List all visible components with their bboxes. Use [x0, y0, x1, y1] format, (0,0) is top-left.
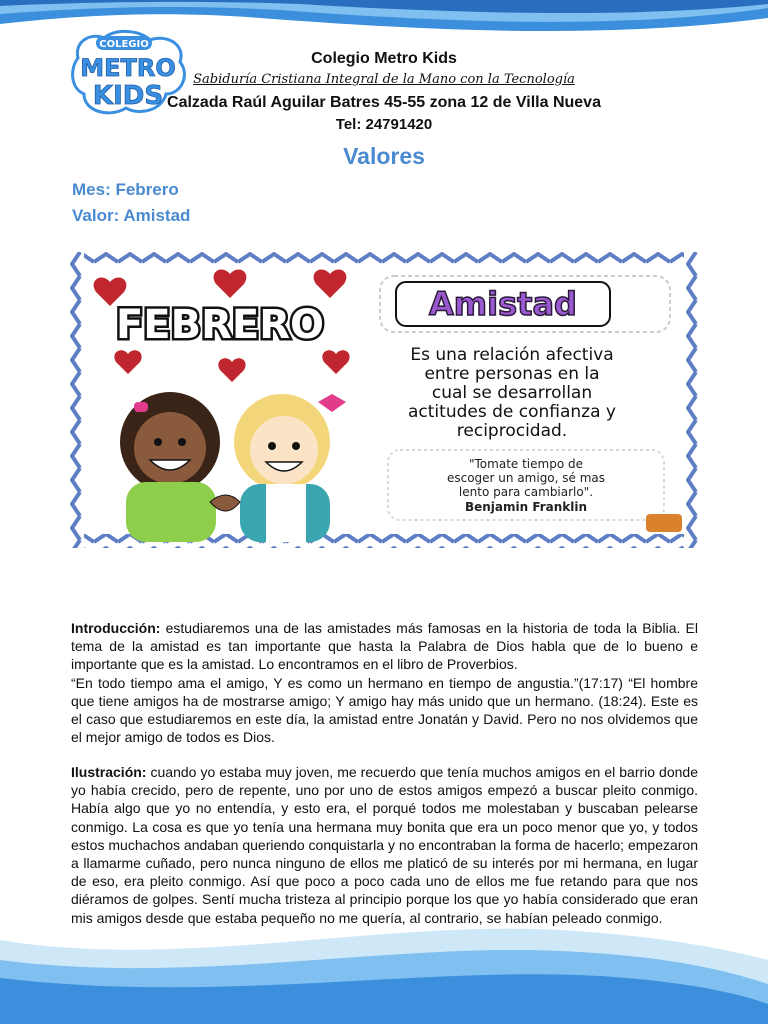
month-label: Mes: Febrero — [72, 180, 179, 199]
page-title: Valores — [343, 143, 425, 169]
quote-line: escoger un amigo, sé mas — [446, 471, 606, 485]
introduction-section — [71, 619, 698, 746]
value-label: Valor: Amistad — [72, 206, 191, 225]
amistad-banner-image — [70, 252, 698, 548]
school-phone: Tel: 24791420 — [335, 116, 433, 133]
quote-line: lento para cambiarlo". — [458, 485, 594, 499]
definition-line: Es una relación afectiva — [410, 345, 614, 365]
quote-line: "Tomate tiempo de — [469, 457, 583, 471]
badge-icon — [646, 514, 682, 532]
introduction-label: Introducción: — [71, 620, 161, 636]
logo-text-mid: METRO — [80, 54, 176, 82]
bottom-wave-decoration — [0, 900, 768, 1024]
school-address: Calzada Raúl Aguilar Batres 45-55 zona 12 de Villa Nueva — [167, 94, 601, 111]
school-motto: Sabiduría Cristiana Integral de la Mano con la Tecnología — [193, 72, 575, 87]
logo-text-top: COLEGIO — [99, 39, 149, 50]
banner-month: FEBRERO — [115, 302, 325, 348]
definition-line: cual se desarrollan — [431, 383, 593, 403]
introduction-text: estudiaremos una de las amistades más famosas en la historia de toda la Biblia. El tema de la amistad es tan importante que hasta la Palabra de Dios habla que de lo bueno e importante que es la amistad. Lo encontramos en el libro de Proverbios. — [71, 620, 698, 673]
school-name: Colegio Metro Kids — [311, 50, 457, 67]
logo-text-bottom: KIDS — [92, 81, 164, 111]
definition-line: actitudes de confianza y — [408, 402, 616, 422]
banner-heading: Amistad — [429, 285, 577, 323]
illustration-label: Ilustración: — [71, 764, 147, 780]
definition-line: reciprocidad. — [456, 421, 568, 441]
quote-author: Benjamin Franklin — [464, 500, 588, 514]
definition-line: entre personas en la — [424, 364, 600, 384]
introduction-quote: “En todo tiempo ama el amigo, Y es como un hermano en tiempo de angustia.”(17:17) “El hombre que tiene amigos ha de mostrarse amigo; Y amigo hay más unido que un hermano. (18:24). Este es el caso que estudiaremos en este día, la amistad entre Jonatán y David. Pero no nos olvidemos que el mejor amigo de todos es Dios. — [71, 674, 698, 746]
illustration-text: cuando yo estaba muy joven, me recuerdo que tenía muchos amigos en el barrio donde yo había crecido, pero de repente, uno por uno de estos amigos empezó a buscar pleito conmigo. Había algo que yo no entendía, y esto era, el porqué todos me molestaban y buscaban pelearse conmigo. La cosa es que yo tenía una hermana muy bonita que era un poco menor que yo, y todos estos muchachos andaban queriendo conquistarla y no encontraban la forma de hacerlo; empezaron a llamarme cuñado, pero nunca ninguno de ellos me platicó de su interés por mi hermana, en lugar de eso, era pleito conmigo. Así que poco a poco cada uno de ellos me fue retando para que nos diéramos de golpes. Sentí mucha tristeza al principio porque los que yo había considerado que eran mis amigos desde que estaba pequeño no me quería, al contrario, se habían peleado conmigo. — [71, 764, 698, 926]
